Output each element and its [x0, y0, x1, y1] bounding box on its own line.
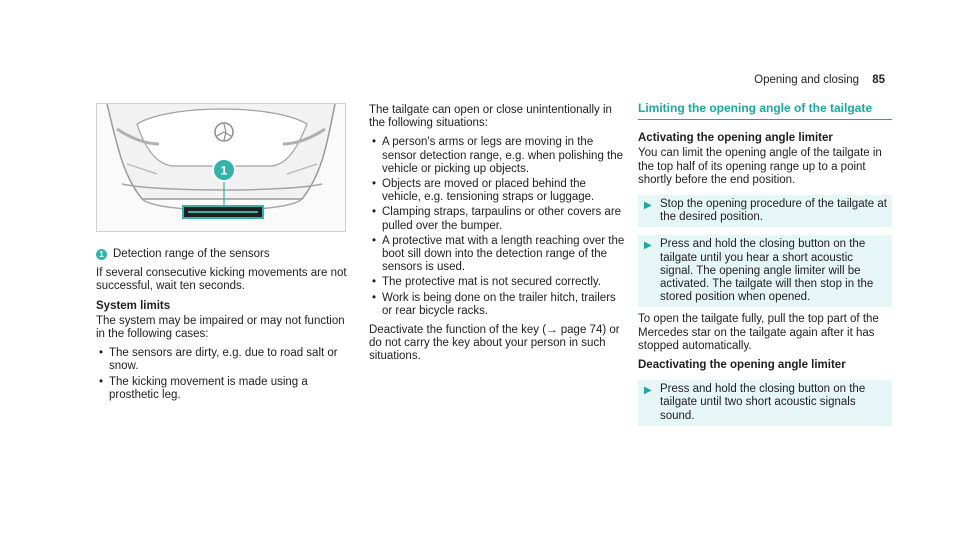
activate-heading: Activating the opening angle limiter [638, 132, 833, 145]
situations-intro: The tailgate can open or close unintentionally in the following situations: [369, 104, 612, 130]
deactivate-key-paragraph: Deactivate the function of the key (→ page 74) or do not carry the key about your person in such situations. [369, 324, 620, 363]
step-text: Stop the opening procedure of the tailgate at the desired position. [660, 198, 887, 224]
caption-number: 1 [96, 249, 107, 260]
instruction-step [638, 195, 892, 227]
step-arrow-icon: ▶ [644, 240, 652, 252]
caption-text: Detection range of the sensors [113, 248, 270, 260]
page-header [754, 74, 885, 86]
column-right [638, 102, 892, 432]
system-limits-list [96, 347, 354, 402]
instruction-step [638, 380, 892, 426]
list-item: • The protective mat is not secured correctly. [369, 276, 625, 289]
car-rear-drawing [97, 104, 345, 231]
list-item: • Work is being done on the trailer hitch, trailers or rear bicycle racks. [369, 292, 625, 318]
figure-marker: 1 [220, 163, 228, 178]
step-text: Press and hold the closing button on the tailgate until two short acoustic signals sound. [660, 383, 866, 422]
activate-text: You can limit the opening angle of the tailgate in the top half of its opening range up to a point shortly before the end position. [638, 147, 882, 186]
step-arrow-icon: ▶ [644, 385, 652, 397]
list-item: • Objects are moved or placed behind the vehicle, e.g. tensioning straps or luggage. [369, 178, 625, 204]
list-item: • A person's arms or legs are moving in the sensor detection range, e.g. when polishing the vehicle or picking up objects. [369, 136, 625, 176]
system-limits-heading: System limits [96, 299, 171, 312]
open-fully-text: To open the tailgate fully, pull the top part of the Mercedes star on the tailgate again after it has stopped automatically. [638, 313, 879, 352]
list-item: • The sensors are dirty, e.g. due to road salt or snow. [96, 347, 354, 373]
page-number: 85 [872, 74, 885, 86]
step-text: Press and hold the closing button on the tailgate until you hear a short acoustic signal. The opening angle limiter will be activated. The tailgate will then stop in the stored position when opened. [660, 238, 874, 304]
rear-bumper-illustration [96, 103, 346, 232]
instruction-step [638, 235, 892, 307]
deactivate-heading: Deactivating the opening angle limiter [638, 359, 846, 372]
situations-list [369, 136, 625, 318]
figure-caption [96, 248, 354, 261]
list-item: • The kicking movement is made using a prosthetic leg. [96, 376, 354, 402]
column-middle [369, 104, 625, 370]
step-arrow-icon: ▶ [644, 200, 652, 212]
section-title: Opening and closing [754, 74, 859, 86]
system-limits-intro: The system may be impaired or may not function in the following cases: [96, 314, 345, 341]
list-item: • Clamping straps, tarpaulins or other covers are pulled over the bumper. [369, 206, 625, 232]
column-left [96, 248, 354, 408]
list-item: • A protective mat with a length reaching over the boot sill down into the detection range of the sensors is used. [369, 235, 625, 275]
kicking-paragraph: If several consecutive kicking movements are not successful, wait ten seconds. [96, 267, 347, 293]
section-heading: Limiting the opening angle of the tailgate [638, 102, 892, 120]
